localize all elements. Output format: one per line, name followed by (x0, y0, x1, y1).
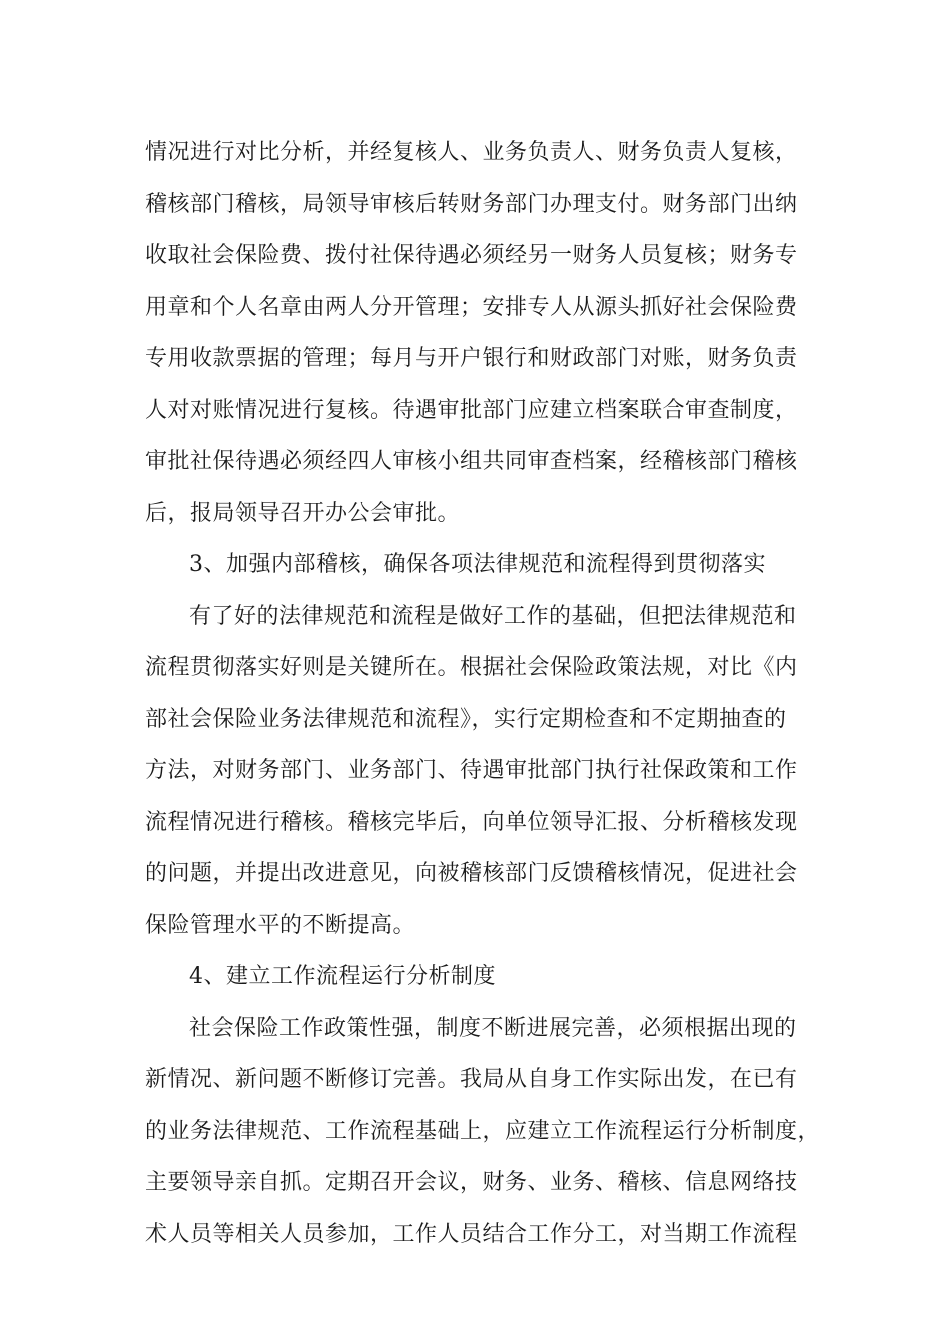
text-line: 稽核部门稽核，局领导审核后转财务部门办理支付。财务部门出纳 (145, 191, 798, 217)
text-line: 流程情况进行稽核。稽核完毕后，向单位领导汇报、分析稽核发现 (145, 809, 798, 835)
text-line: 流程贯彻落实好则是关键所在。根据社会保险政策法规，对比《内 (145, 655, 798, 680)
text-line: 收取社会保险费、拨付社保待遇必须经另一财务人员复核；财务专 (145, 243, 798, 268)
text-line: 3、加强内部稽核，确保各项法律规范和流程得到贯彻落实 (189, 552, 766, 577)
body-text (145, 127, 821, 1260)
text-line: 术人员等相关人员参加，工作人员结合工作分工，对当期工作流程 (145, 1221, 798, 1247)
text-line: 审批社保待遇必须经四人审核小组共同审查档案，经稽核部门稽核 (145, 449, 798, 474)
text-line: 社会保险工作政策性强，制度不断进展完善，必须根据出现的 (189, 1015, 797, 1041)
text-line: 有了好的法律规范和流程是做好工作的基础，但把法律规范和 (189, 603, 797, 629)
text-line: 用章和个人名章由两人分开管理；安排专人从源头抓好社会保险费 (145, 294, 798, 320)
text-line: 的问题，并提出改进意见，向被稽核部门反馈稽核情况，促进社会 (145, 861, 798, 886)
text-line: 的业务法律规范、工作流程基础上，应建立工作流程运行分析制度， (145, 1118, 821, 1144)
text-line: 保险管理水平的不断提高。 (145, 912, 416, 938)
text-line: 方法，对财务部门、业务部门、待遇审批部门执行社保政策和工作 (145, 758, 798, 783)
text-line: 主要领导亲自抓。定期召开会议，财务、业务、稽核、信息网络技 (145, 1170, 798, 1195)
text-line: 新情况、新问题不断修订完善。我局从自身工作实际出发，在已有 (145, 1067, 798, 1092)
text-line: 人对对账情况进行复核。待遇审批部门应建立档案联合审查制度， (145, 397, 798, 423)
text-line: 专用收款票据的管理；每月与开户银行和财政部门对账，财务负责 (145, 346, 798, 371)
text-line: 情况进行对比分析，并经复核人、业务负责人、财务负责人复核， (145, 140, 798, 165)
text-line: 后，报局领导召开办公会审批。 (145, 500, 461, 526)
text-line: 部社会保险业务法律规范和流程》，实行定期检查和不定期抽查的 (145, 706, 787, 732)
text-line: 4、建立工作流程运行分析制度 (189, 964, 496, 989)
